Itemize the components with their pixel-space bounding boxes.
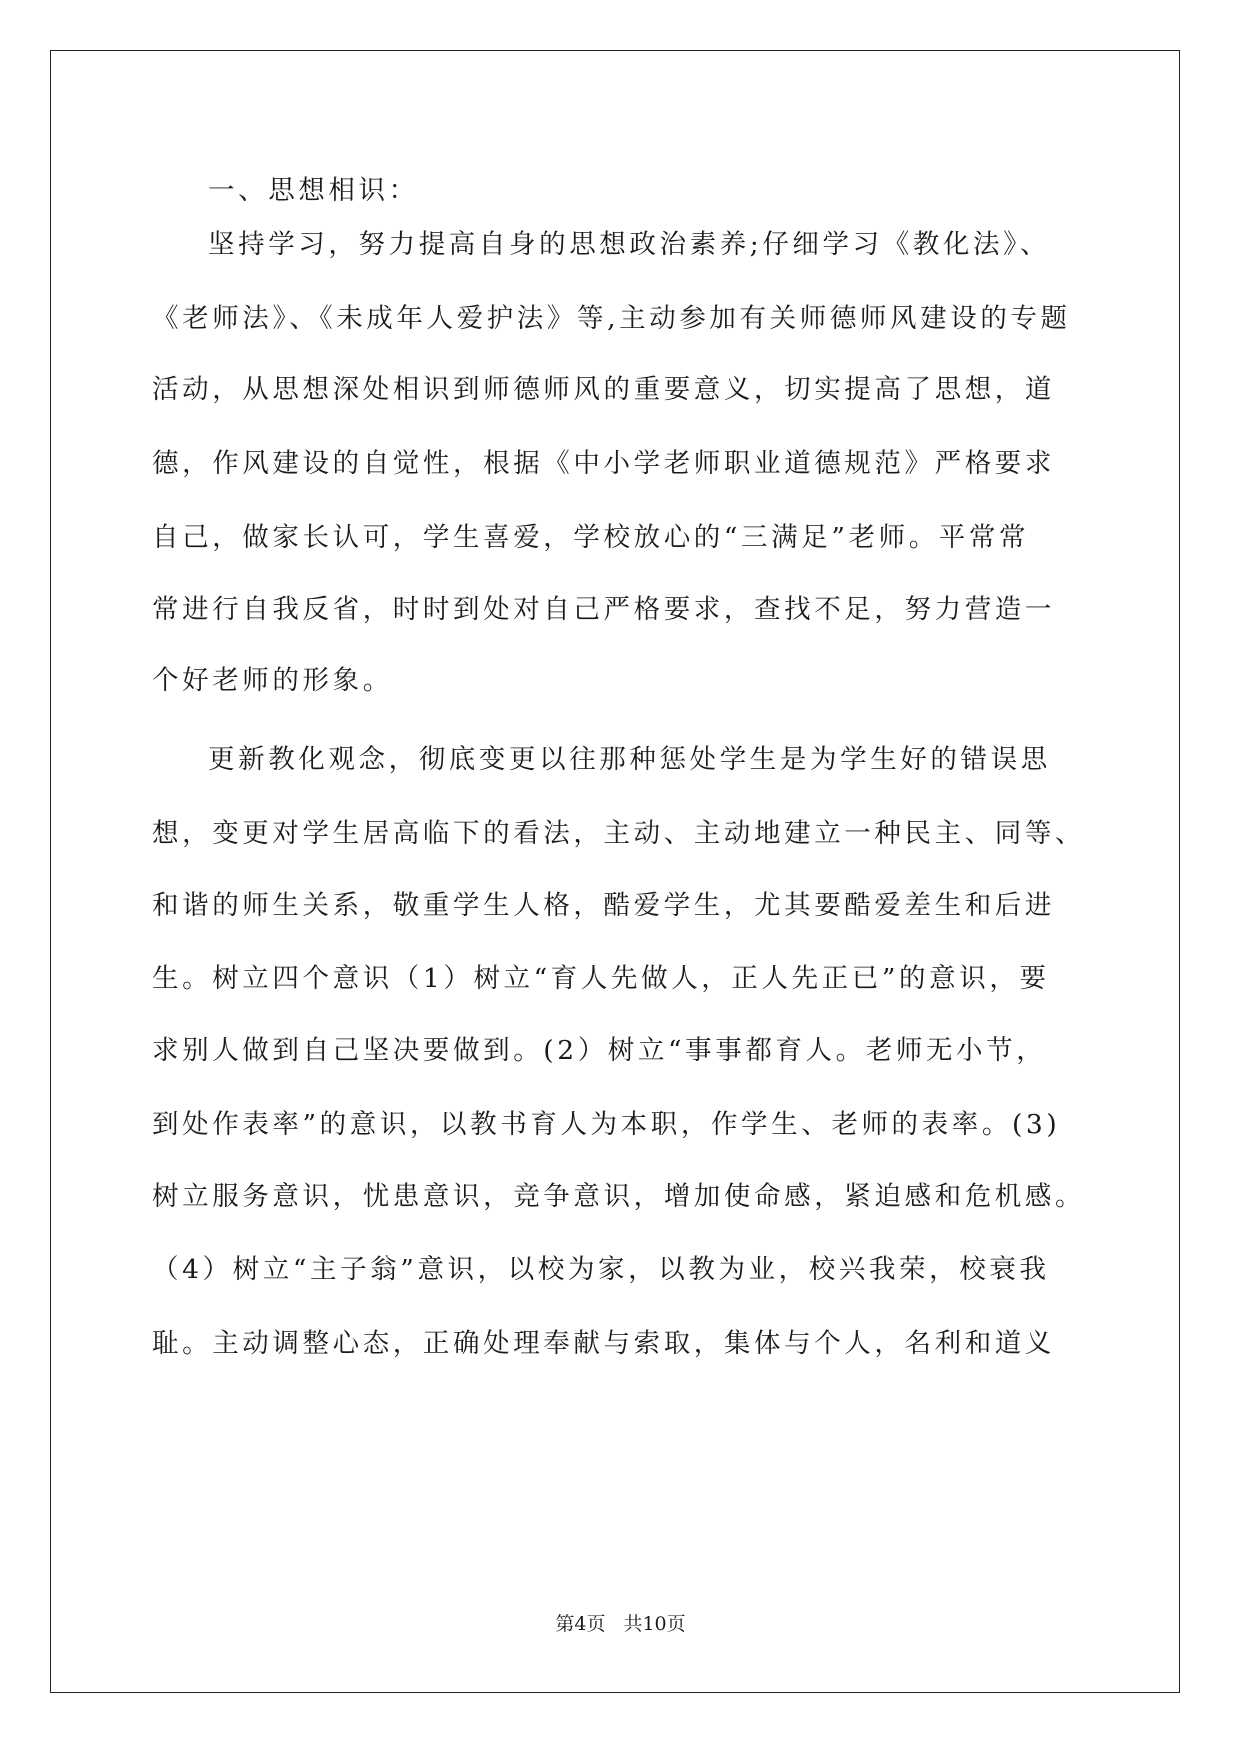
paragraph-2-line-5: 求别人做到自己坚决要做到。(2）树立“事事都育人。老师无小节，: [152, 1035, 1047, 1066]
paragraph-1-line-5: 自己，做家长认可，学生喜爱，学校放心的“三满足”老师。平常常: [152, 522, 1030, 553]
paragraph-1-line-1: 坚持学习，努力提高自身的思想政治素养;仔细学习《教化法》、: [208, 229, 1051, 260]
page-number: 第4页: [555, 1613, 606, 1635]
paragraph-2-line-4: 生。树立四个意识（1）树立“育人先做人，正人先正已”的意识，要: [152, 963, 1050, 994]
section-heading: 一、思想相识：: [208, 175, 419, 206]
page-border: [50, 50, 1180, 1693]
paragraph-2-line-9: 耻。主动调整心态，正确处理奉献与索取，集体与个人，名利和道义: [152, 1328, 1055, 1359]
paragraph-2-line-8: （4）树立“主子翁”意识，以校为家，以教为业，校兴我荣，校衰我: [152, 1254, 1050, 1285]
paragraph-1-line-6: 常进行自我反省，时时到处对自己严格要求，查找不足，努力营造一: [152, 594, 1055, 625]
paragraph-1-line-2: 《老师法》、《未成年人爱护法》等,主动参加有关师德师风建设的专题: [152, 303, 1071, 334]
paragraph-1-line-4: 德，作风建设的自觉性，根据《中小学老师职业道德规范》严格要求: [152, 448, 1055, 479]
paragraph-2-line-1: 更新教化观念，彻底变更以往那种惩处学生是为学生好的错误思: [208, 744, 1051, 775]
paragraph-2-line-3: 和谐的师生关系，敬重学生人格，酷爱学生，尤其要酷爱差生和后进: [152, 890, 1055, 921]
paragraph-2-line-6: 到处作表率”的意识，以教书育人为本职，作学生、老师的表率。(3): [152, 1109, 1061, 1140]
paragraph-1-line-3: 活动，从思想深处相识到师德师风的重要意义，切实提高了思想，道: [152, 374, 1055, 405]
page-total: 共10页: [623, 1613, 686, 1635]
paragraph-1-line-7: 个好老师的形象。: [152, 665, 393, 696]
paragraph-2-line-7: 树立服务意识，忧患意识，竞争意识，增加使命感，紧迫感和危机感。: [152, 1181, 1086, 1212]
page-footer: [0, 1615, 1241, 1634]
paragraph-2-line-2: 想，变更对学生居高临下的看法，主动、主动地建立一种民主、同等、: [152, 818, 1086, 849]
